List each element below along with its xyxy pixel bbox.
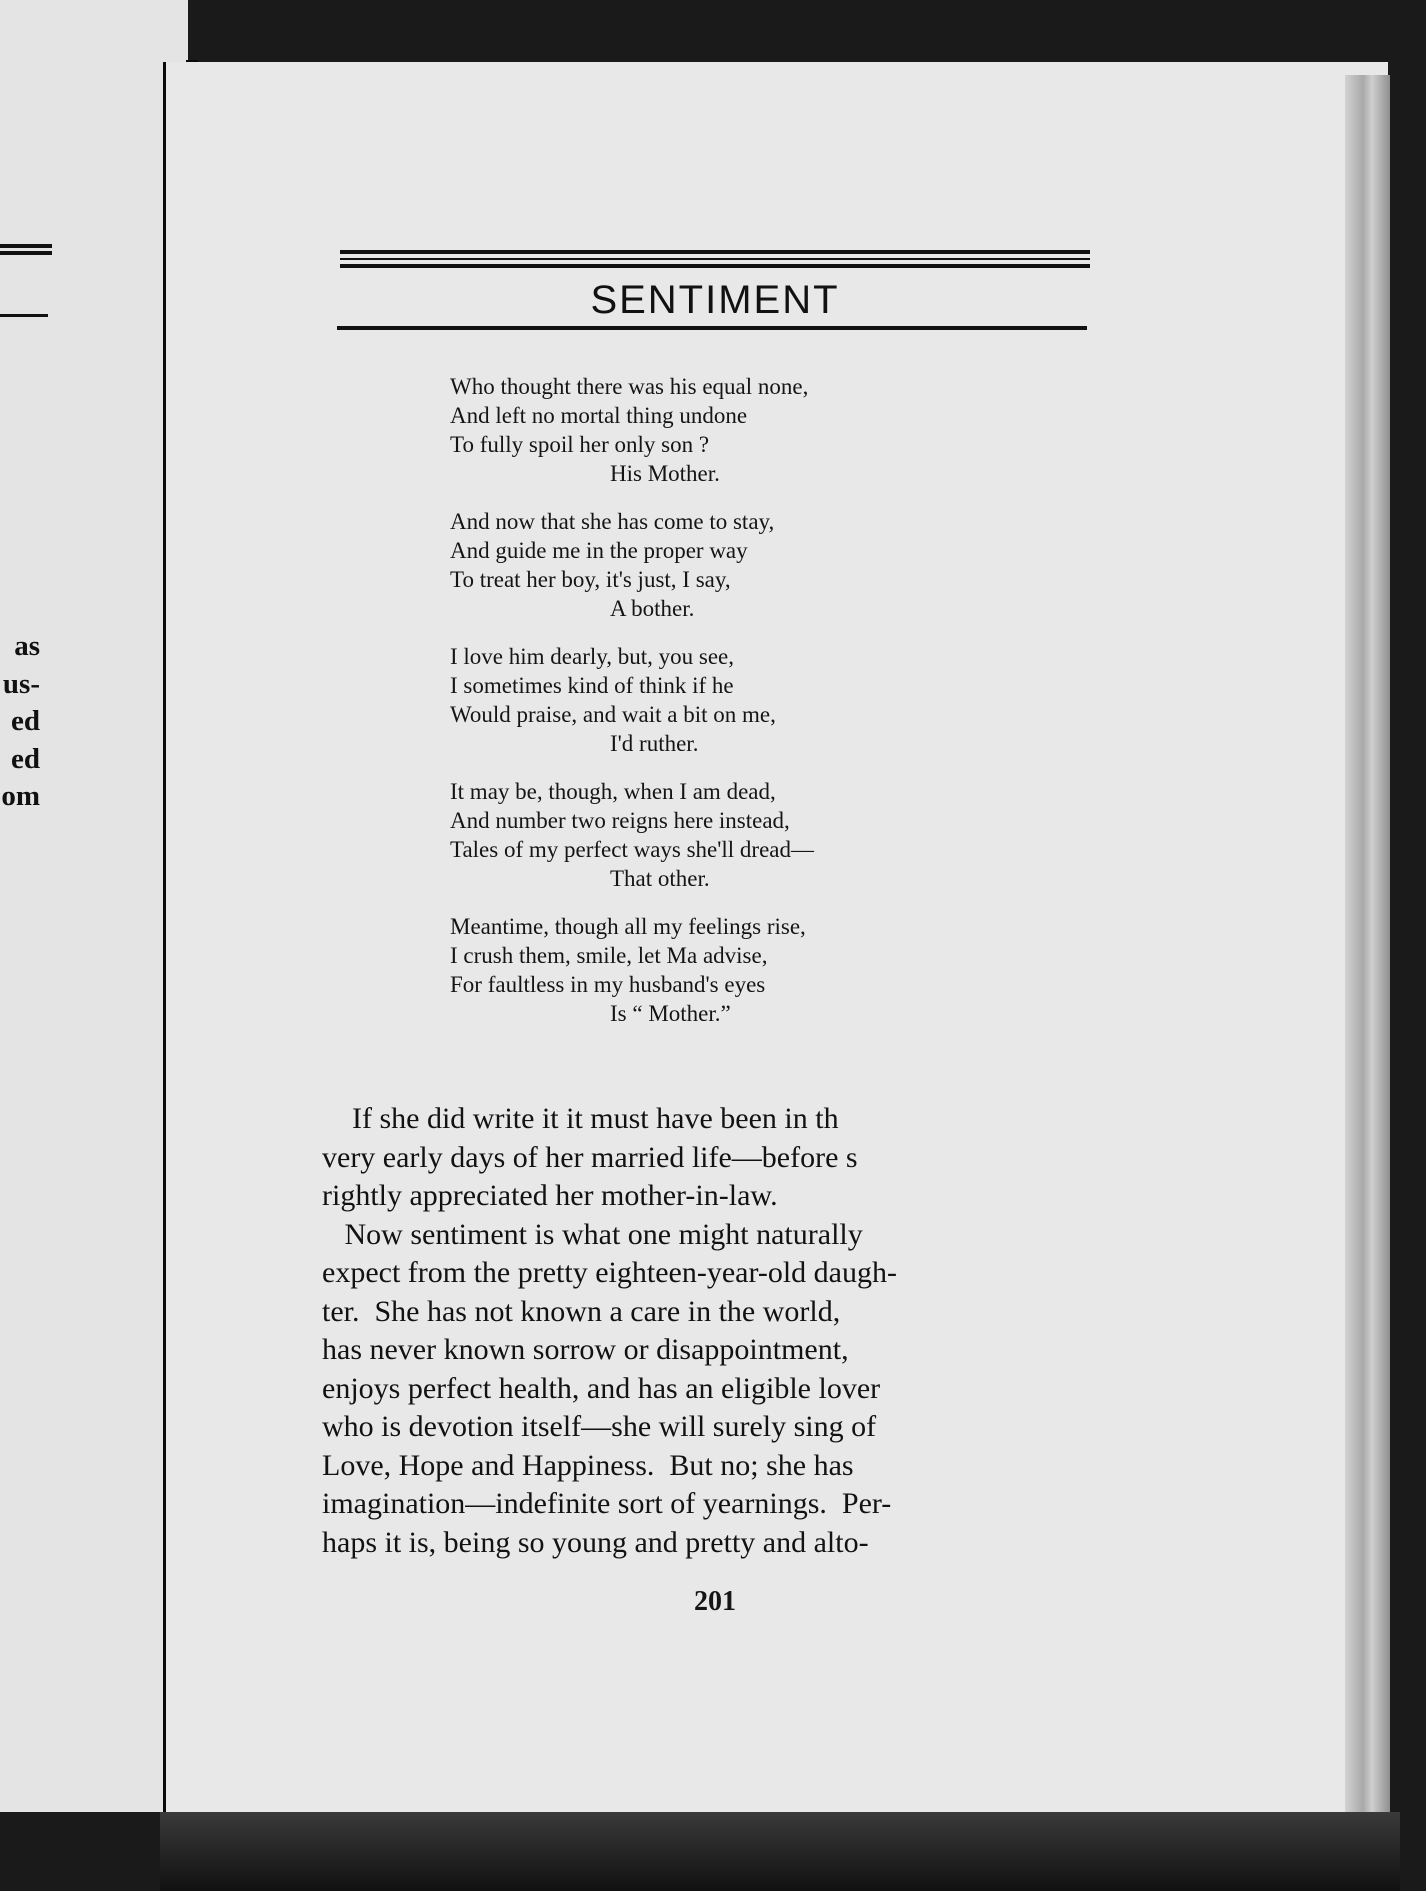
prose-line: If she did write it it must have been in th: [322, 1102, 839, 1135]
header-rule-second: [340, 258, 1090, 260]
prose-line: enjoys perfect health, and has an eligible lover: [322, 1371, 881, 1405]
page-edges: [1345, 75, 1390, 1820]
bottom-shadow: [160, 1812, 1400, 1891]
prose-line: rightly appreciated her mother-in-law.: [322, 1179, 778, 1212]
prose-line: has never known sorrow or disappointment,: [322, 1333, 849, 1366]
poem-line: Would praise, and wait a bit on me,: [450, 702, 776, 727]
poem-line: I love him dearly, but, you see,: [450, 644, 735, 669]
header-rule-top: [340, 250, 1090, 254]
poem-line: I sometimes kind of think if he: [450, 673, 734, 698]
poem-line: For faultless in my husband's eyes: [450, 972, 766, 997]
poem-stanza: [450, 912, 1010, 1028]
header-rule-third: [340, 264, 1090, 268]
poem-line: I crush them, smile, let Ma advise,: [450, 943, 768, 968]
left-fragment: ed: [11, 705, 40, 737]
poem-line: It may be, though, when I am dead,: [450, 779, 776, 804]
prose-line: Love, Hope and Happiness. But no; she has: [322, 1448, 854, 1482]
poem: [450, 372, 1010, 1028]
left-fragment: us-: [2, 667, 40, 700]
prose-line: who is devotion itself—she will surely sing of: [322, 1410, 877, 1443]
poem-line: To fully spoil her only son ?: [450, 432, 710, 457]
poem-refrain: Is “ Mother.”: [610, 1001, 731, 1026]
header-rule-bottom: [337, 326, 1087, 330]
poem-refrain: I'd ruther.: [610, 731, 699, 756]
poem-line: And guide me in the proper way: [450, 538, 748, 563]
poem-line: Meantime, though all my feelings rise,: [450, 914, 806, 939]
left-fragment: ed: [11, 742, 40, 775]
page-number: 201: [694, 1586, 736, 1617]
prose-line: imagination—indefinite sort of yearnings. Per-: [322, 1487, 892, 1520]
prose-body: [322, 1100, 1074, 1562]
prose-line: haps it is, being so young and pretty and alto-: [322, 1525, 869, 1559]
poem-line: Who thought there was his equal none,: [450, 374, 809, 399]
left-fragment: om: [1, 780, 40, 812]
running-head: SENTIMENT: [590, 278, 840, 322]
prose-line: very early days of her married life—before s: [322, 1140, 858, 1174]
left-page-double-rule-lower: [0, 251, 52, 255]
poem-stanza: [450, 642, 1010, 758]
poem-line: And number two reigns here instead,: [450, 808, 790, 833]
left-page-double-rule: [0, 244, 52, 248]
prose-line: ter. She has not known a care in the world,: [322, 1294, 841, 1328]
left-fragment: as: [14, 630, 40, 662]
poem-refrain: That other.: [610, 866, 710, 891]
poem-line: And left no mortal thing undone: [450, 403, 748, 428]
left-facing-page: [0, 0, 188, 1812]
poem-stanza: [450, 372, 1010, 488]
poem-line: Tales of my perfect ways she'll dread—: [450, 837, 815, 862]
poem-refrain: A bother.: [610, 596, 695, 621]
poem-line: To treat her boy, it's just, I say,: [450, 567, 731, 592]
prose-line: Now sentiment is what one might naturally: [322, 1217, 863, 1251]
poem-stanza: [450, 777, 1010, 893]
poem-line: And now that she has come to stay,: [450, 509, 775, 534]
left-page-rule: [0, 314, 48, 317]
left-page-text-fragments: [0, 628, 40, 816]
poem-stanza: [450, 507, 1010, 623]
prose-line: expect from the pretty eighteen-year-old daugh-: [322, 1256, 897, 1289]
poem-refrain: His Mother.: [610, 461, 720, 486]
